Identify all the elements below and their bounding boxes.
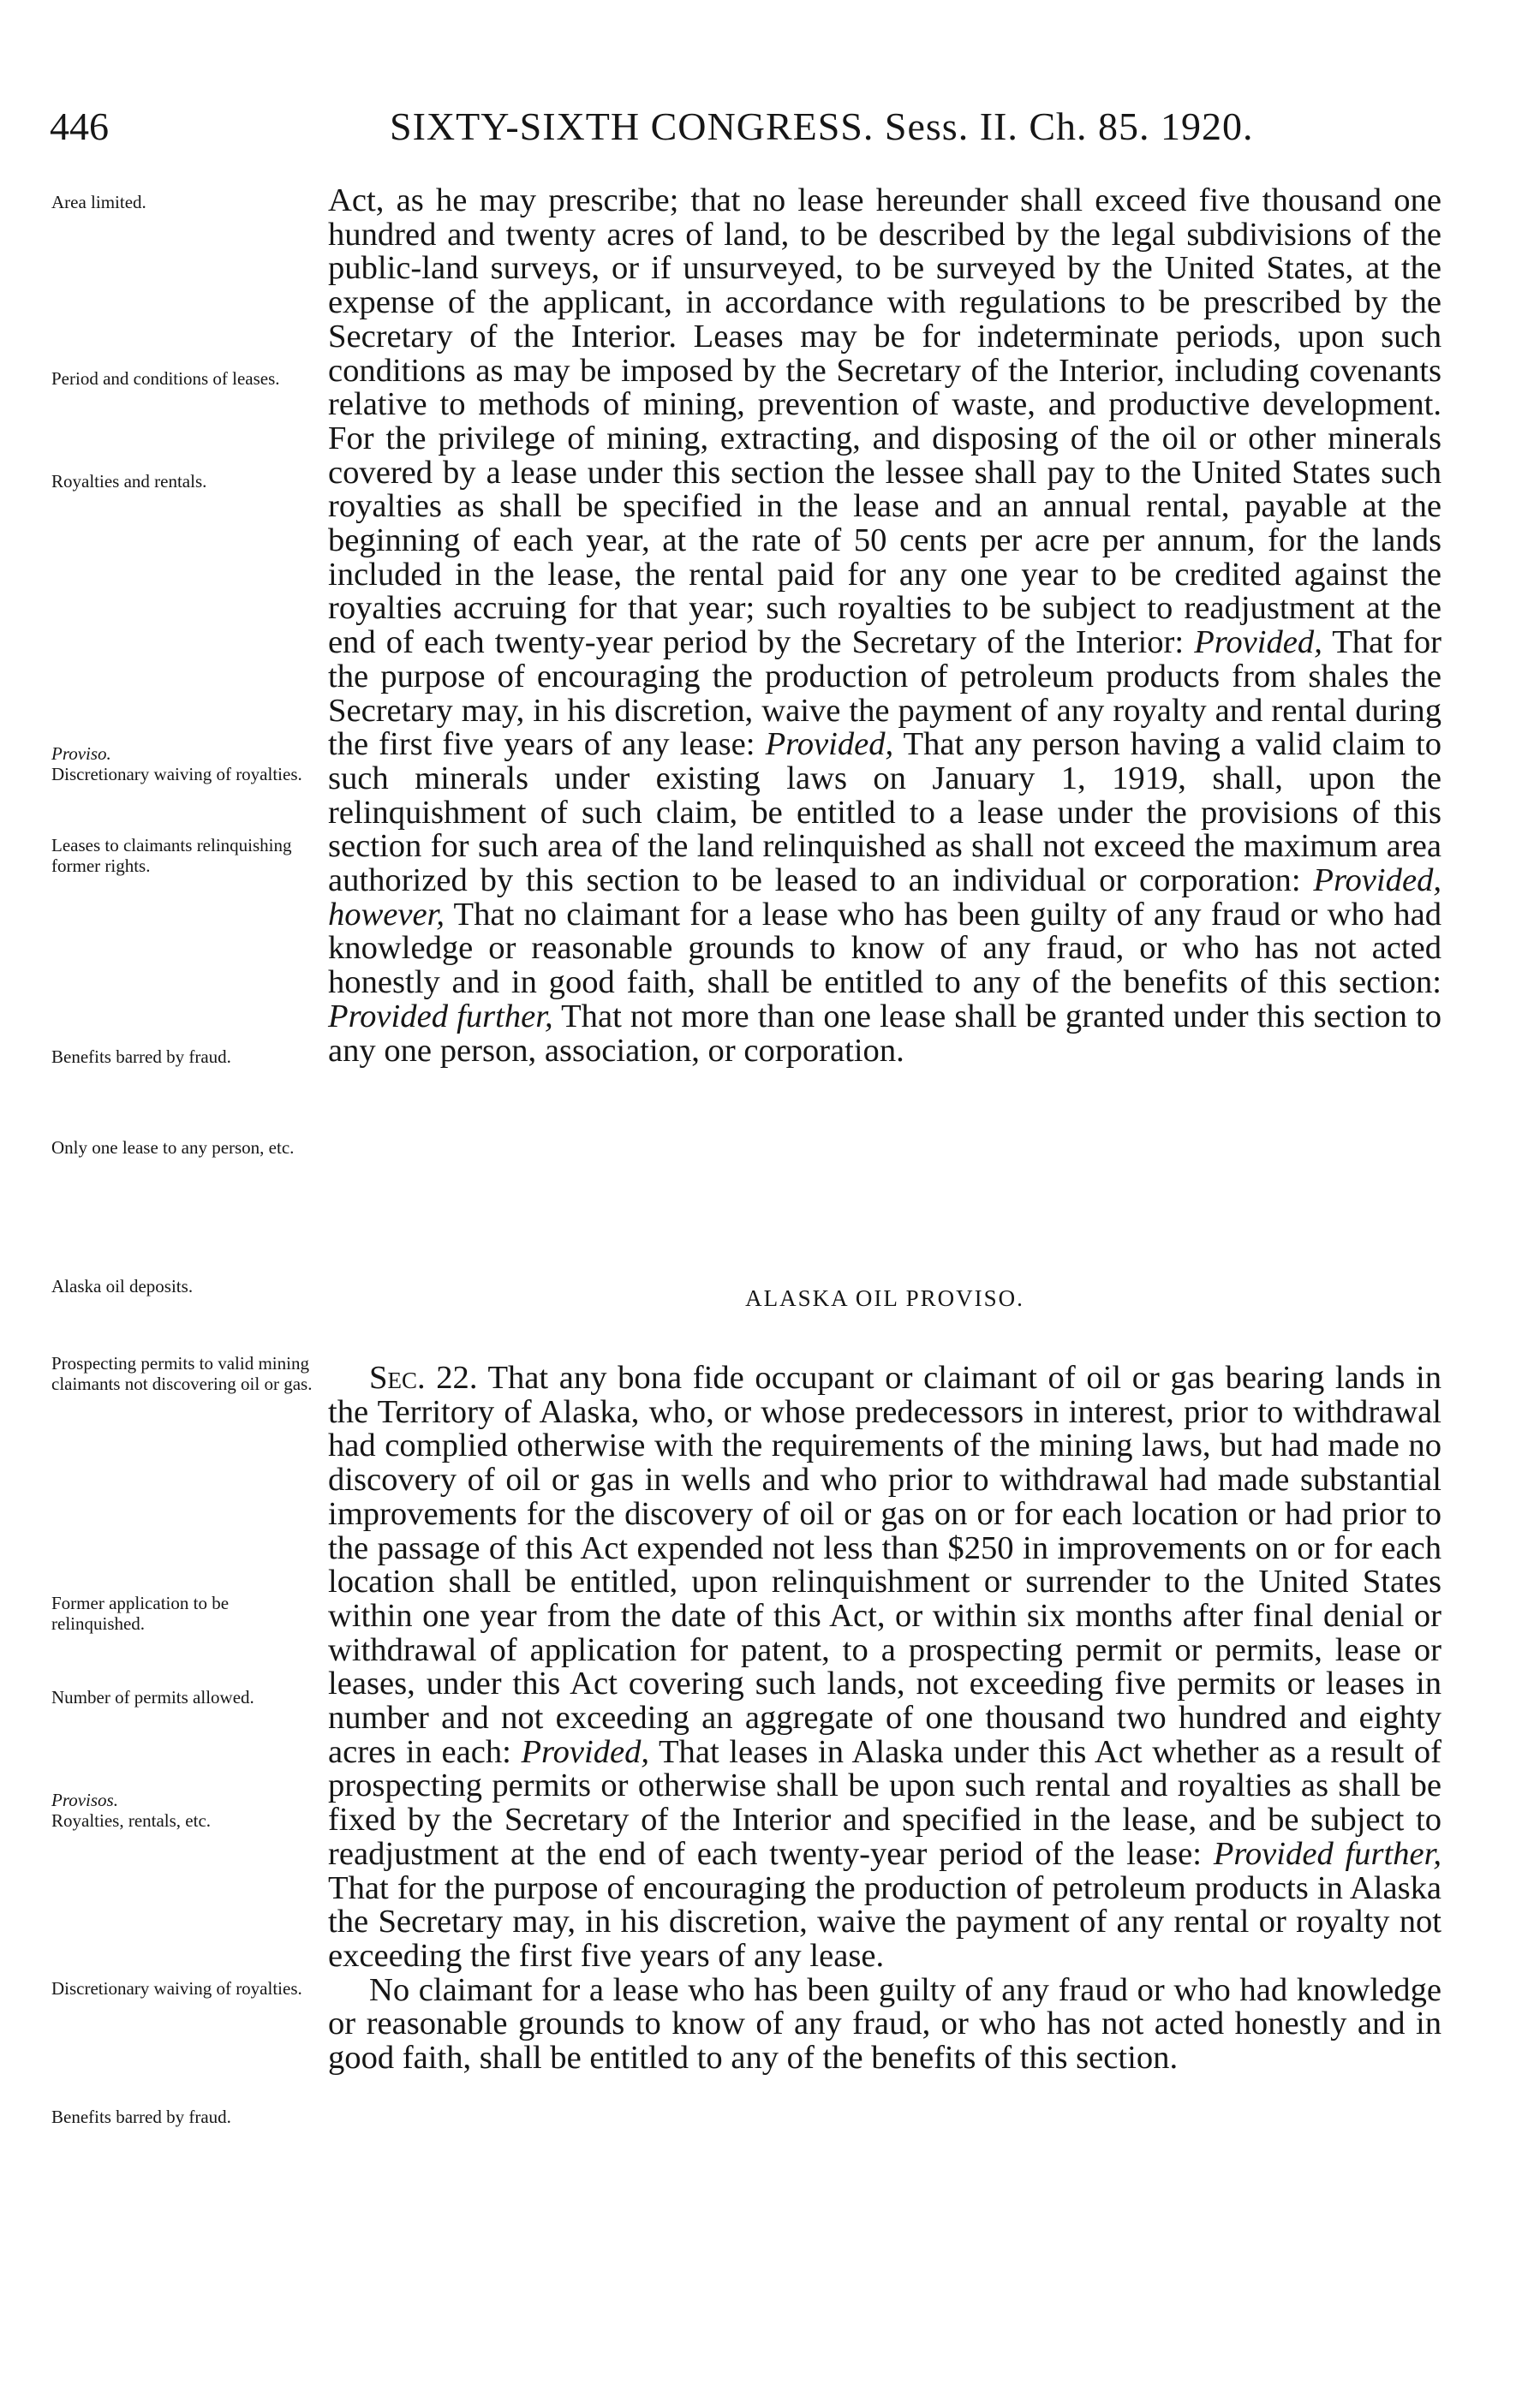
margin-note: Benefits barred by fraud.: [51, 1046, 231, 1067]
margin-note: Leases to claimants relinquishing former rights.: [51, 835, 292, 876]
running-head: SIXTY-SIXTH CONGRESS. Sess. II. Ch. 85. 1920.: [390, 104, 1254, 148]
margin-note: Area limited.: [51, 192, 146, 212]
margin-note: Benefits barred by fraud.: [51, 2107, 231, 2127]
margin-note: Former application to be relinquished.: [51, 1593, 230, 1634]
margin-note-lead: Provisos.: [51, 1790, 118, 1810]
margin-note: Alaska oil deposits.: [51, 1276, 194, 1296]
body-paragraph: Sec. 22. That any bona fide occupant or claimant of oil or gas bearing lands in the Territory of Alaska, who, or whose predecessors in interest, prior to withdrawal had complied otherwise with the requirements of the mining laws, but had made no discovery of oil or gas in wells and who prior to withdrawal had made substantial improvements for the discovery of oil or gas on or for each location or had prior to the passage of this Act expended not less than $250 in improvements on or for each location shall be entitled, upon relinquishment or surrender to the United States within one year from the date of this Act, or within six months after final denial or withdrawal of application for patent, to a prospecting permit or permits, lease or leases, under this Act covering such lands, not exceeding five permits or leases in number and not exceeding an aggregate of one thousand two hundred and eighty acres in each: Provided, That leases in Alaska under this Act whether as a result of prospecting permits or otherwise shall be upon such rental and royalties as shall be fixed by the Secretary of the Interior and specified in the lease, and be subject to readjustment at the end of each twenty-year period of the lease: Provided further, That for the purpose of encouraging the production of petroleum products in Alaska the Secretary may, in his discretion, waive the payment of any rental or royalty not exceeding the first five years of any lease.: [328, 1360, 1442, 1974]
body-paragraph: No claimant for a lease who has been guilty of any fraud or who had knowledge or reasonable grounds to know of any fraud, or who has not acted honestly and in good faith, shall be entitled to any of the benefits of this section.: [328, 1971, 1441, 2077]
margin-note: Only one lease to any person, etc.: [51, 1137, 295, 1158]
margin-note: Number of permits allowed.: [51, 1687, 254, 1708]
section-21-continuation: [328, 184, 1441, 1068]
section-label: Sec. 22.: [369, 1360, 478, 1396]
page-number: 446: [50, 104, 109, 148]
margin-note-lead: Proviso.: [51, 743, 111, 764]
section-heading: ALASKA OIL PROVISO.: [745, 1285, 1024, 1311]
margin-note: Provisos. Royalties, rentals, etc.: [51, 1790, 324, 1831]
margin-note: Proviso. Discretionary waiving of royalties.: [51, 743, 324, 784]
page-header: [0, 101, 1528, 152]
body-paragraph: Act, as he may prescribe; that no lease hereunder shall exceed five thousand one hundred and twenty acres of land, to be described by the legal subdivisions of the public-land surveys, or if unsurveyed, to be surveyed by the United States, at the expense of the applicant, in accordance with regulations to be prescribed by the Secretary of the Interior. Leases may be for indeterminate periods, upon such conditions as may be imposed by the Secretary of the Interior, including covenants relative to methods of mining, prevention of waste, and productive development. For the privilege of mining, extracting, and disposing of the oil or other minerals covered by a lease under this section the lessee shall pay to the United States such royalties as shall be specified in the lease and an annual rental, payable at the beginning of each year, at the rate of 50 cents per acre per annum, for the lands included in the lease, the rental paid for any one year to be credited against the royalties accruing for that year; such royalties to be subject to readjustment at the end of each twenty-year period by the Secretary of the Interior: Provided, That for the purpose of encouraging the production of petroleum products from shales the Secretary may, in his discretion, waive the payment of any royalty and rental during the first five years of any lease: Provided, That any person having a valid claim to such minerals under existing laws on January 1, 1919, shall, upon the relinquishment of such claim, be entitled to a lease under the provisions of this section for such area of the land relinquished as shall not exceed the maximum area authorized by this section to be leased to an individual or corporation: Provided, however, That no claimant for a lease who has been guilty of any fraud or who had knowledge or reasonable grounds to know of any fraud, or who has not acted honestly and in good faith, shall be entitled to any of the benefits of this section: Provided further, That not more than one lease shall be granted under this section to any one person, association, or corporation.: [328, 182, 1442, 1069]
margin-note: Period and conditions of leases.: [51, 368, 280, 389]
section-22: [328, 1362, 1441, 2076]
margin-note: Discretionary waiving of royalties.: [51, 1978, 302, 1999]
margin-note: Prospecting permits to valid mining claimants not discovering oil or gas.: [51, 1353, 313, 1394]
margin-note: Royalties and rentals.: [51, 471, 207, 492]
